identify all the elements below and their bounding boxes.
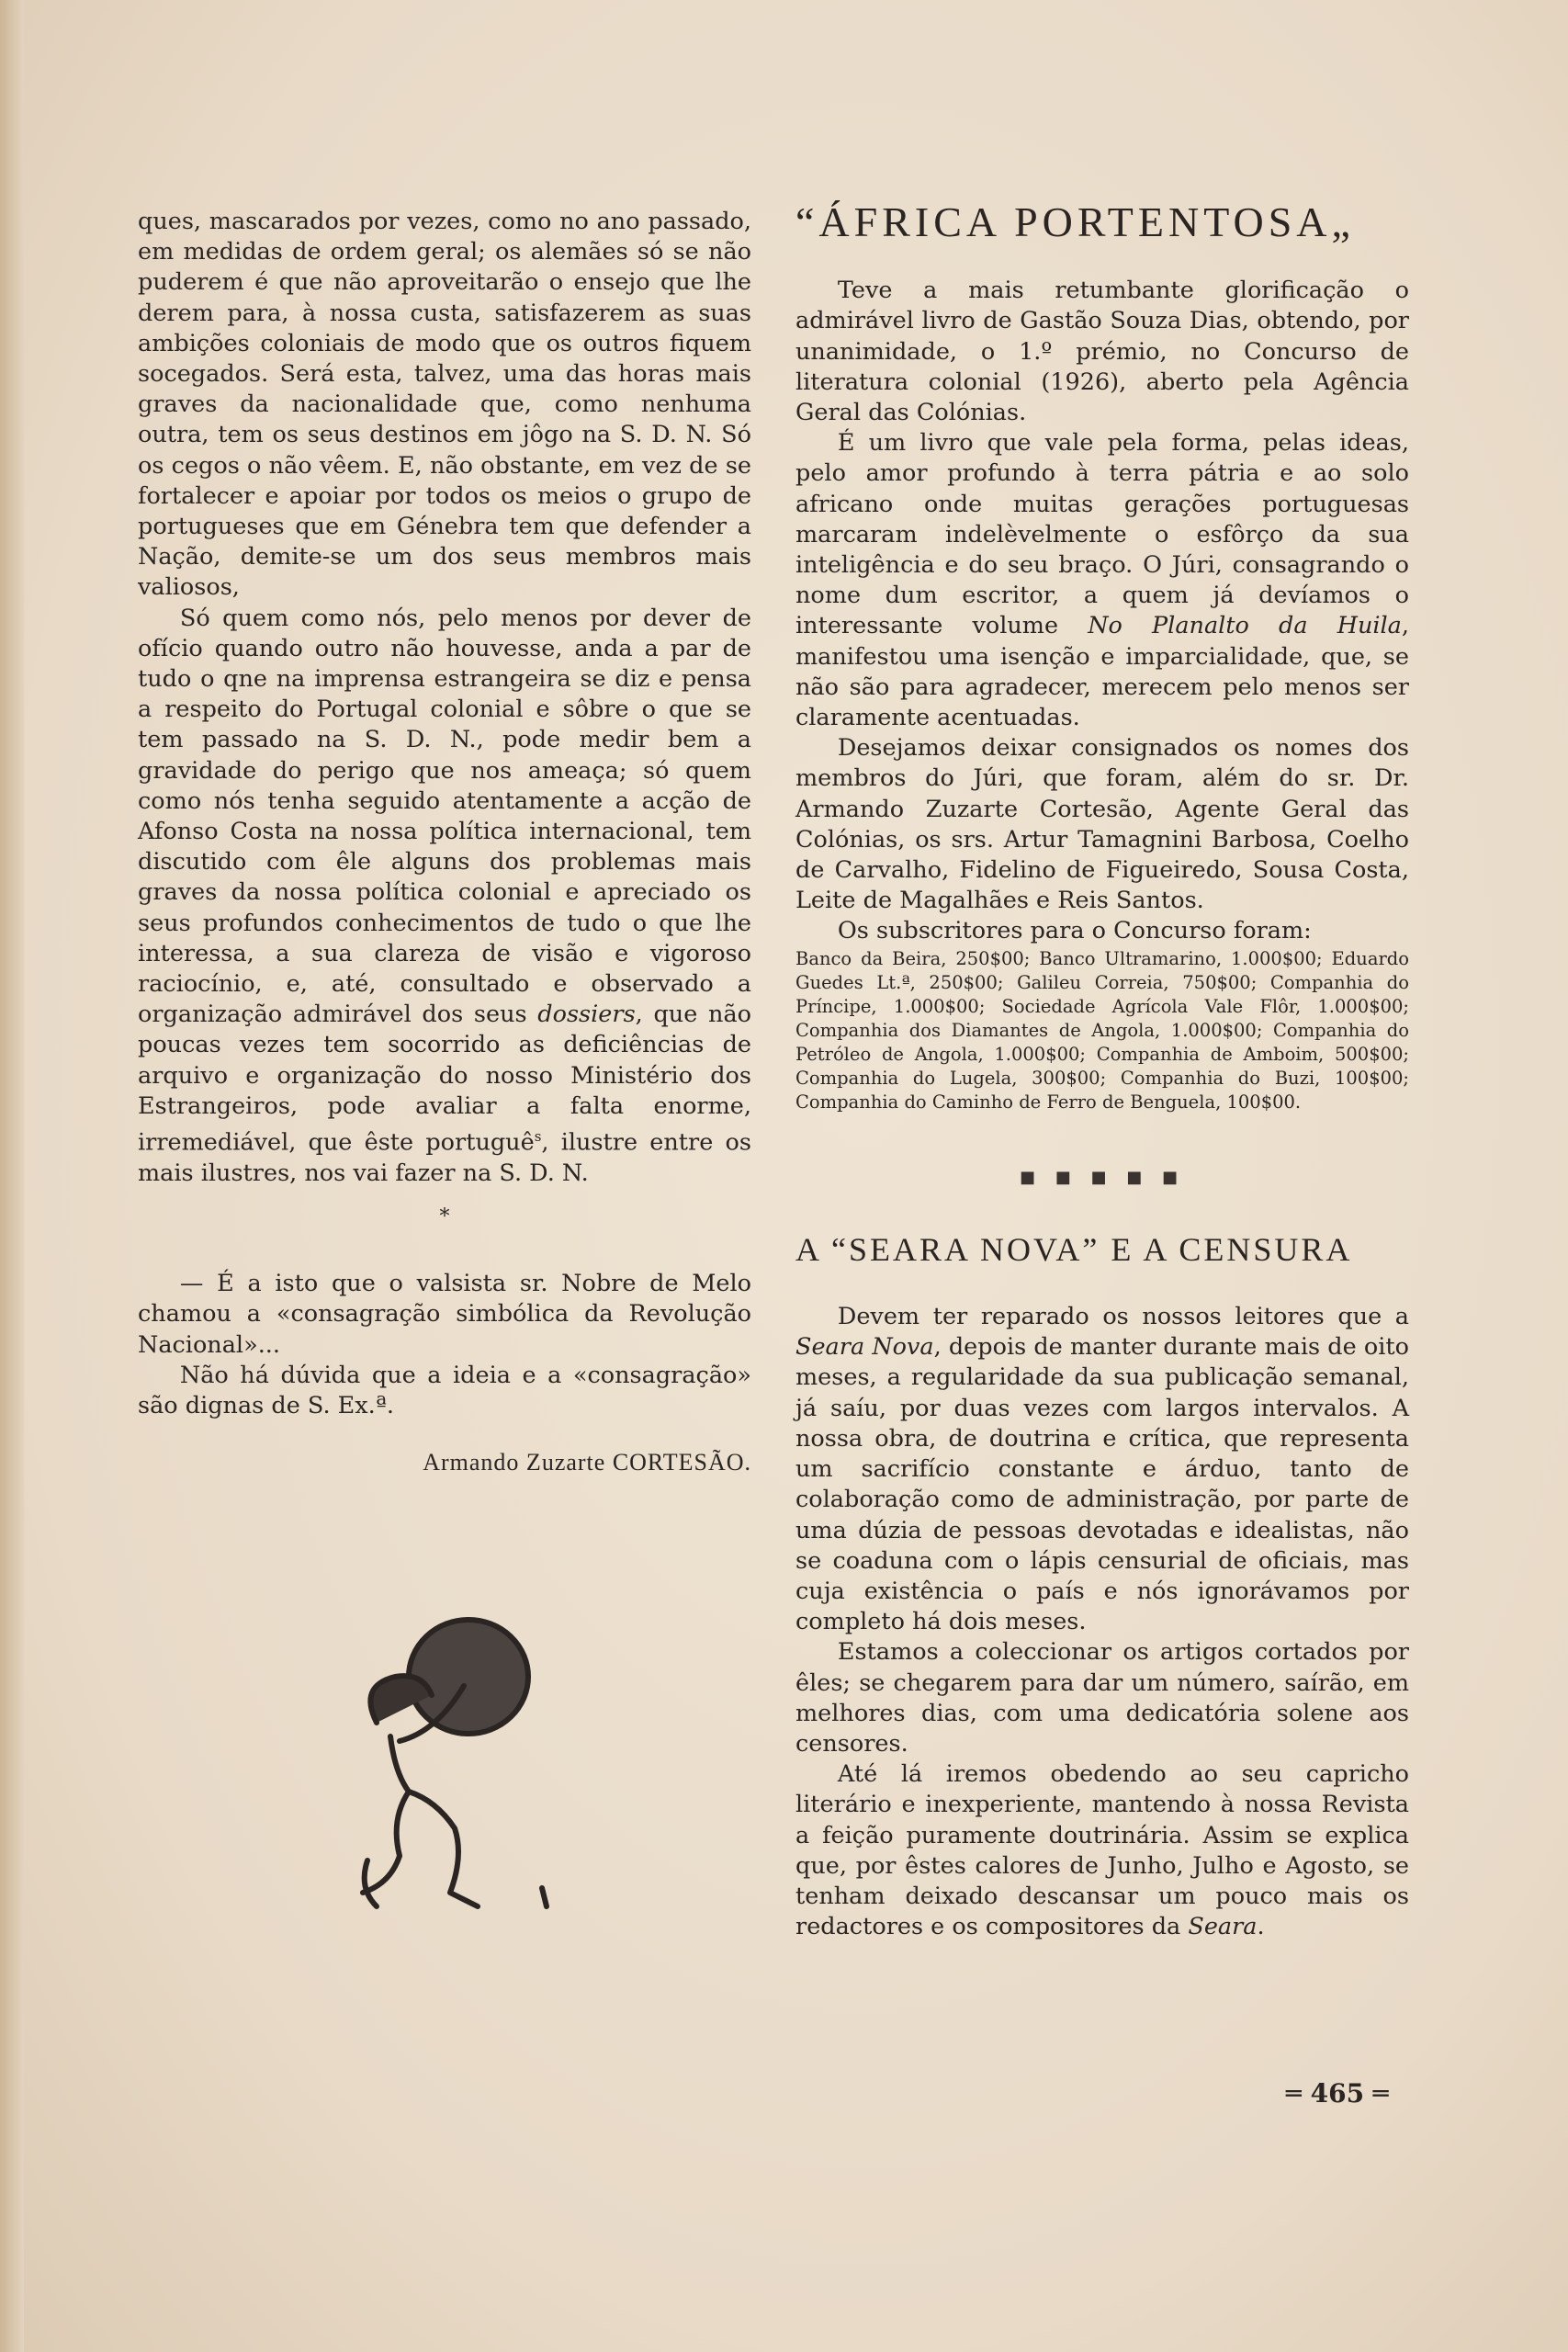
article-title-seara-nova: A “SEARA NOVA” E A CENSURA [795,1230,1353,1268]
left-paragraph-2 [138,604,751,1189]
right-paragraph-1: Teve a mais retumbante glorificação o admirável livro de Gastão Souza Dias, obtendo, por unanimidade, o 1.º prémio, no Concurso de literatura colonial (1926), aberto pela Agência Geral das Colónias. [795,277,1409,427]
page-number: ═ 465 ═ [1286,2078,1389,2109]
section-ornament: ■ ■ ■ ■ ■ [1020,1167,1185,1187]
italic-word-dossiers: dossiers [537,1001,636,1029]
text-span: Até lá iremos obedendo ao seu capricho literário e inexperiente, mantendo à nossa Revista a feição puramente doutrinária. Assim se explica que, por êstes calores de Junho, Julho e Agosto, se tenham deixado descansar um pouco mais os redactores e os compositores da [795,1760,1409,1941]
right-paragraph-3: Desejamos deixar consignados os nomes dos membros do Júri, que foram, além do sr. Dr. Armando Zuzarte Cortesão, Agente Geral das Colónias, os srs. Artur Tamagnini Barbosa, Coelho de Carvalho, Fidelino de Figueiredo, Sousa Costa, Leite de Magalhães e Reis Santos. [795,734,1409,915]
section-asterisk: * [439,1205,450,1228]
seara-paragraph-3 [795,1759,1409,1942]
italic-seara-nova: Seara Nova [795,1333,934,1362]
right-paragraph-4: Os subscritores para o Concurso foram: [837,917,1312,945]
author-signature: Armando Zuzarte CORTESÃO. [423,1449,751,1476]
text-span: Só quem como nós, pelo menos por dever de ofício quando outro não houvesse, anda a par de tudo o qne na imprensa estrangeira se diz e pensa a respeito do Portugal colonial e sôbre o que se tem passado na S. D. N., pode medir bem a gravidade do perigo que nos ameaça; só quem como nós tenha seguido atentamente a acção de Afonso Costa na nossa política internacional, tem discutido com êle alguns dos problemas mais graves da nossa política colonial e apreciado os seus profundos conhecimentos de tudo o que lhe interessa, a sua clareza de visão e vigoroso raciocínio, e, até, consultado e observado a organização admirável dos seus [138,604,751,1029]
page-edge-shadow [0,0,24,2352]
left-paragraph-1: ques, mascarados por vezes, como no ano passado, em medidas de ordem geral; os alemães só se não puderem é que não aproveitarão o ensejo que lhe derem para, à nossa custa, satisfazerem as suas ambições coloniais de modo que os outros fiquem socegados. Será esta, talvez, uma das horas mais graves da nacionalidade que, como nenhuma outra, tem os seus destinos em jôgo na S. D. N. Só os cegos o não vêem. E, não obstante, em vez de se fortalecer e apoiar por todos os meios o grupo de portugueses que em Génebra tem que defender a Nação, demite-se um dos seus membros mais valiosos, [138,208,751,602]
italic-seara: Seara [1188,1913,1258,1941]
italic-book-title: No Planalto da Huila [1088,612,1402,640]
left-column [138,207,751,1477]
text-span: É um livro que vale pela forma, pelas ideas, pelo amor profundo à terra pátria e ao solo africano onde muitas gerações portuguesas marcaram indelèvelmente o esfôrço da sua inteligência e do seu braço. O Júri, consagrando o nome dum escritor, a quem já devíamos o interessante volume [795,429,1409,640]
seara-paragraph-1 [795,1302,1409,1637]
superscript-s: s [534,1128,542,1146]
seara-paragraph-2: Estamos a coleccionar os artigos cortados por êles; se chegarem para dar um número, saírão, em melhores dias, com uma dedicatória solene aos censores. [795,1638,1409,1758]
text-span: , que não poucas vezes tem socorrido as deficiências de arquivo e organização do nosso Ministério dos Estrangeiros, pode avaliar a falta enorme, irremediável, que êste portuguê [138,1001,751,1157]
right-paragraph-2 [795,428,1409,733]
text-span: , ilustre entre os mais ilustres, nos vai fazer na S. D. N. [138,1128,751,1187]
text-span: Devem ter reparado os nossos leitores que a [837,1303,1409,1331]
text-span: , manifestou uma isenção e imparcialidade, que, se não são para agradecer, merecem pelo menos ser claramente acentuadas. [795,612,1409,732]
subscribers-list: Banco da Beira, 250$00; Banco Ultramarino, 1.000$00; Eduardo Guedes Lt.ª, 250$00; Galileu Correia, 750$00; Companhia do Príncipe, 1.000$00; Sociedade Agrícola Vale Flôr, 1.000$00; Companhia dos Diamantes de Angola, 1.000$00; Companhia do Petróleo de Angola, 1.000$00; Companhia de Amboim, 500$00; Companhia do Lugela, 300$00; Companhia do Buzi, 100$00; Companhia do Caminho de Ferro de Benguela, 100$00. [795,947,1409,1113]
right-column [795,198,1409,1942]
article-title-africa-portentosa: “ÁFRICA PORTENTOSA„ [795,198,1355,245]
text-span: , depois de manter durante mais de oito meses, a regularidade da sua publicação semanal, já saíu, por duas vezes com largos intervalos. A nossa obra, de doutrina e crítica, que representa um sacrifício constante e árduo, tanto de colaboração como de administração, por parte de uma dúzia de pessoas devotadas e idealistas, não se coaduna com o lápis censurial de oficiais, mas cuja existência o país e nós ignorávamos por completo há dois meses. [795,1333,1409,1636]
atlas-figure-illustration [312,1612,570,1925]
text-span: . [1257,1913,1265,1941]
left-paragraph-4: Não há dúvida que a ideia e a «consagração» são dignas de S. Ex.ª. [138,1361,751,1420]
left-paragraph-3: — É a isto que o valsista sr. Nobre de Melo chamou a «consagração simbólica da Revolução Nacional»... [138,1270,751,1359]
